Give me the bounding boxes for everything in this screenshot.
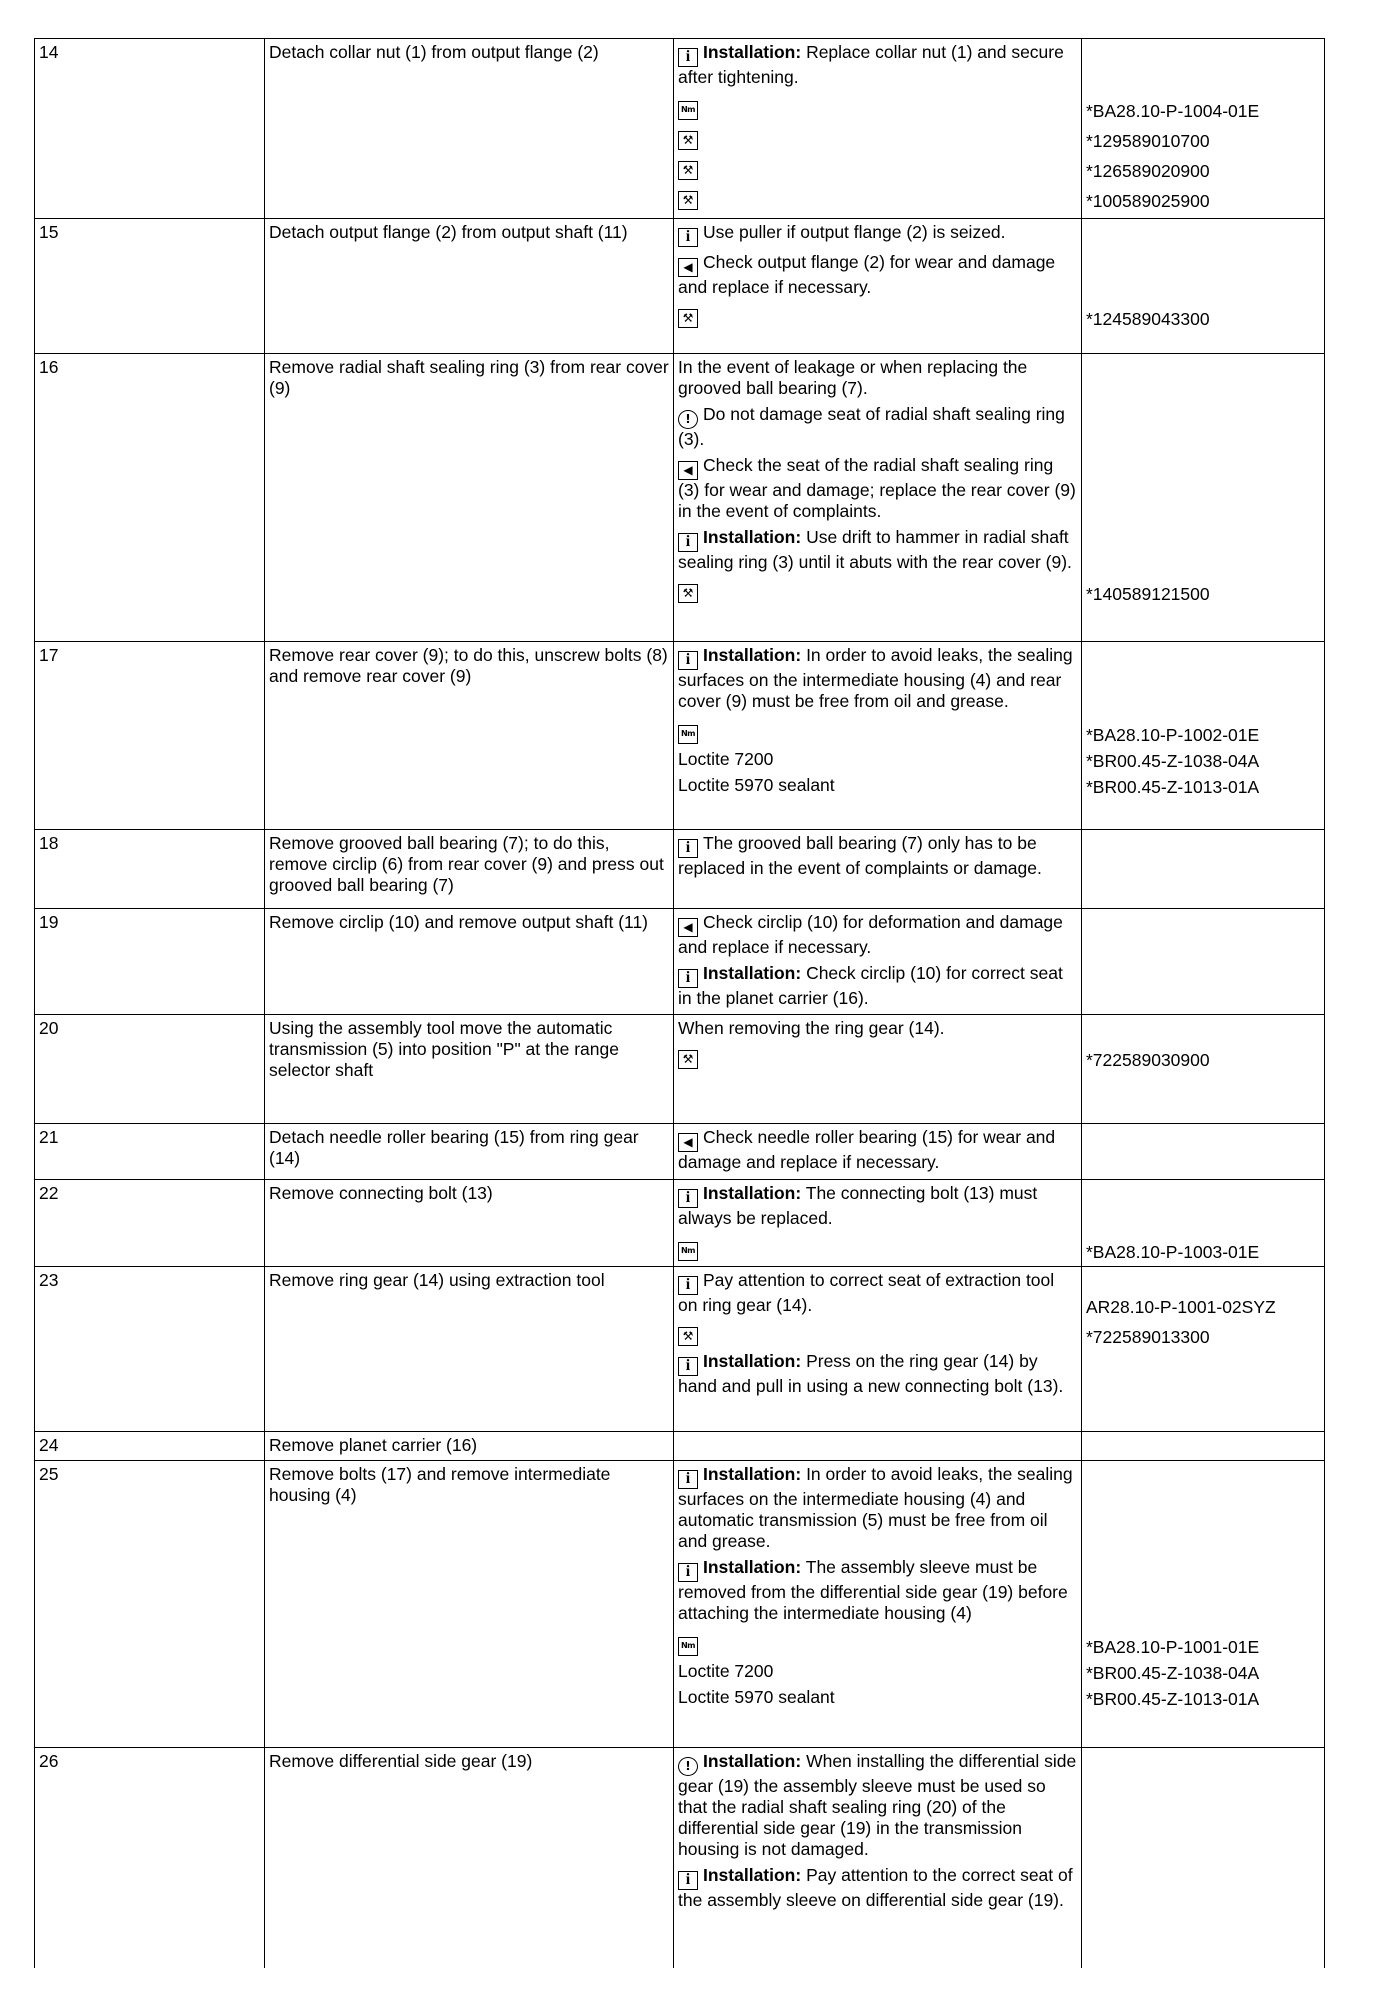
note-item [678,222,1077,247]
reference-code[interactable]: *124589043300 [1086,308,1210,329]
step-number: 18 [35,830,265,909]
step-number: 22 [35,1180,265,1267]
step-notes [674,830,1082,909]
note-label: Installation: [703,1865,802,1885]
note-text: When installing the differential side gear (19) the assembly sleeve must be used so that the radial shaft sealing ring (20) of the differential side gear (19) in the transmission housing is not damaged. [678,1751,1077,1859]
torque-icon: Nm [678,101,698,120]
note-text: In order to avoid leaks, the sealing surfaces on the intermediate housing (4) and automatic transmission (5) must be free from oil and grease. [678,1464,1073,1551]
note-item [678,1865,1077,1911]
step-references [1082,1748,1325,1968]
note-item [678,527,1077,573]
step-notes [674,1432,1082,1461]
note-label: Installation: [703,1351,802,1371]
torque-icon: Nm [678,1242,698,1261]
note-item [678,1018,1077,1039]
note-text: Replace collar nut (1) and secure after tightening. [678,42,1064,87]
info-icon: i [678,48,698,67]
note-text: Check output flange (2) for wear and damage and replace if necessary. [678,252,1056,297]
note-text: When removing the ring gear (14). [678,1018,945,1038]
note-text: Press on the ring gear (14) by hand and pull in using a new connecting bolt (13). [678,1351,1064,1396]
table-row [35,354,1325,642]
note-text: Do not damage seat of radial shaft sealing ring (3). [678,404,1065,449]
note-text: Loctite 5970 sealant [678,775,835,795]
note-label: Installation: [703,645,802,665]
table-row [35,1124,1325,1180]
note-item [678,303,1077,328]
note-text: Pay attention to the correct seat of the assembly sleeve on differential side gear (19). [678,1865,1073,1910]
note-item [678,775,1077,796]
caution-icon: ! [678,410,698,429]
info-icon: i [678,228,698,247]
step-notes [674,219,1082,354]
note-text: Loctite 7200 [678,749,774,769]
reference-code[interactable]: *129589010700 [1086,130,1210,151]
note-item [678,125,1077,150]
special-tool-icon: ⚒ [678,1327,698,1346]
note-text: Check needle roller bearing (15) for wear and damage and replace if necessary. [678,1127,1056,1172]
note-item [678,1687,1077,1708]
reference-code[interactable]: *BA28.10-P-1003-01E [1086,1241,1260,1262]
note-item [678,645,1077,712]
step-action: Remove ring gear (14) using extraction tool [265,1267,674,1432]
table-row [35,219,1325,354]
note-item [678,1661,1077,1682]
step-references [1082,642,1325,830]
note-label: Installation: [703,42,802,62]
note-item [678,1351,1077,1397]
reference-code[interactable]: *BR00.45-Z-1013-01A [1086,1688,1260,1709]
step-references [1082,1267,1325,1432]
step-notes [674,1461,1082,1748]
step-action: Remove radial shaft sealing ring (3) from rear cover (9) [265,354,674,642]
info-icon: i [678,1357,698,1376]
step-notes [674,909,1082,1015]
step-action: Remove grooved ball bearing (7); to do this, remove circlip (6) from rear cover (9) and press out grooved ball bearing (7) [265,830,674,909]
table-row [35,909,1325,1015]
check-icon: ◀ [678,1133,698,1152]
special-tool-icon: ⚒ [678,584,698,603]
note-label: Installation: [703,1464,802,1484]
info-icon: i [678,1563,698,1582]
step-action: Detach collar nut (1) from output flange (2) [265,39,674,219]
step-number: 16 [35,354,265,642]
table-row [35,1180,1325,1267]
note-item [678,357,1077,399]
info-icon: i [678,839,698,858]
reference-code[interactable]: *BA28.10-P-1002-01E [1086,724,1260,745]
note-label: Installation: [703,527,802,547]
note-item [678,42,1077,88]
reference-code[interactable]: *140589121500 [1086,583,1210,604]
note-text: Pay attention to correct seat of extraction tool on ring gear (14). [678,1270,1055,1315]
reference-code[interactable]: *100589025900 [1086,190,1210,211]
note-item [678,1044,1077,1069]
note-text: Check circlip (10) for correct seat in the planet carrier (16). [678,963,1063,1008]
note-text: The assembly sleeve must be removed from the differential side gear (19) before attaching the intermediate housing (4) [678,1557,1068,1623]
step-notes [674,1748,1082,1968]
special-tool-icon: ⚒ [678,1050,698,1069]
info-icon: i [678,533,698,552]
check-icon: ◀ [678,258,698,277]
step-references [1082,1015,1325,1124]
note-item [678,155,1077,180]
note-label: Installation: [703,963,802,983]
info-icon: i [678,1871,698,1890]
note-item [678,912,1077,958]
special-tool-icon: ⚒ [678,191,698,210]
step-notes [674,1180,1082,1267]
procedure-table [34,38,1325,1968]
step-references [1082,39,1325,219]
step-action: Remove planet carrier (16) [265,1432,674,1461]
note-text: Use puller if output flange (2) is seized. [703,222,1006,242]
step-number: 14 [35,39,265,219]
table-row [35,642,1325,830]
note-text: The connecting bolt (13) must always be replaced. [678,1183,1038,1228]
table-row [35,1748,1325,1968]
note-item [678,252,1077,298]
step-number: 26 [35,1748,265,1968]
reference-code[interactable]: *126589020900 [1086,160,1210,181]
note-label: Installation: [703,1557,802,1577]
step-number: 24 [35,1432,265,1461]
info-icon: i [678,1276,698,1295]
note-item [678,1464,1077,1552]
table-row [35,1015,1325,1124]
step-notes [674,1267,1082,1432]
note-text: Loctite 5970 sealant [678,1687,835,1707]
table-row [35,1267,1325,1432]
reference-code[interactable]: *BR00.45-Z-1038-04A [1086,1662,1260,1683]
check-icon: ◀ [678,461,698,480]
note-text: Use drift to hammer in radial shaft sealing ring (3) until it abuts with the rear cover (9). [678,527,1072,572]
table-row [35,1432,1325,1461]
step-notes [674,354,1082,642]
step-references [1082,354,1325,642]
step-number: 19 [35,909,265,1015]
reference-code[interactable]: *BA28.10-P-1001-01E [1086,1636,1260,1657]
step-action: Remove circlip (10) and remove output shaft (11) [265,909,674,1015]
note-text: Check the seat of the radial shaft sealing ring (3) for wear and damage; replace the rear cover (9) in the event of complaints. [678,455,1076,521]
note-item [678,1127,1077,1173]
torque-icon: Nm [678,1637,698,1656]
note-item [678,717,1077,744]
step-action: Detach needle roller bearing (15) from ring gear (14) [265,1124,674,1180]
note-item [678,1321,1077,1346]
step-references [1082,830,1325,909]
step-notes [674,642,1082,830]
note-item [678,749,1077,770]
procedure-document [34,38,1324,1968]
note-item [678,963,1077,1009]
table-row [35,830,1325,909]
info-icon: i [678,1189,698,1208]
note-item [678,93,1077,120]
info-icon: i [678,651,698,670]
reference-code[interactable]: *722589030900 [1086,1049,1210,1070]
reference-code[interactable]: AR28.10-P-1001-02SYZ [1086,1296,1276,1317]
step-notes [674,1124,1082,1180]
note-text: Loctite 7200 [678,1661,774,1681]
check-icon: ◀ [678,918,698,937]
reference-code[interactable]: *722589013300 [1086,1326,1210,1347]
note-item [678,578,1077,603]
note-text: In the event of leakage or when replacing the grooved ball bearing (7). [678,357,1028,398]
note-item [678,1751,1077,1860]
step-references [1082,1180,1325,1267]
step-references [1082,1461,1325,1748]
note-label: Installation: [703,1751,802,1771]
note-item [678,833,1077,879]
note-text: The grooved ball bearing (7) only has to be replaced in the event of complaints or damage. [678,833,1042,878]
step-references [1082,1432,1325,1461]
note-item [678,185,1077,210]
step-notes [674,39,1082,219]
note-item [678,1270,1077,1316]
info-icon: i [678,1470,698,1489]
step-notes [674,1015,1082,1124]
note-item [678,404,1077,450]
step-action: Remove connecting bolt (13) [265,1180,674,1267]
step-number: 17 [35,642,265,830]
step-action: Detach output flange (2) from output shaft (11) [265,219,674,354]
step-action: Remove bolts (17) and remove intermediate housing (4) [265,1461,674,1748]
step-action: Remove rear cover (9); to do this, unscrew bolts (8) and remove rear cover (9) [265,642,674,830]
step-number: 20 [35,1015,265,1124]
step-number: 15 [35,219,265,354]
step-number: 23 [35,1267,265,1432]
special-tool-icon: ⚒ [678,131,698,150]
info-icon: i [678,969,698,988]
step-references [1082,219,1325,354]
table-row [35,39,1325,219]
note-item [678,1234,1077,1261]
note-text: Check circlip (10) for deformation and damage and replace if necessary. [678,912,1063,957]
step-number: 25 [35,1461,265,1748]
torque-icon: Nm [678,725,698,744]
step-references [1082,909,1325,1015]
special-tool-icon: ⚒ [678,161,698,180]
note-item [678,455,1077,522]
note-item [678,1183,1077,1229]
note-text: In order to avoid leaks, the sealing surfaces on the intermediate housing (4) and rear cover (9) must be free from oil and grease. [678,645,1073,711]
caution-icon: ! [678,1757,698,1776]
reference-code[interactable]: *BA28.10-P-1004-01E [1086,100,1260,121]
step-action: Using the assembly tool move the automatic transmission (5) into position "P" at the range selector shaft [265,1015,674,1124]
note-item [678,1557,1077,1624]
step-references [1082,1124,1325,1180]
table-row [35,1461,1325,1748]
reference-code[interactable]: *BR00.45-Z-1013-01A [1086,776,1260,797]
step-action: Remove differential side gear (19) [265,1748,674,1968]
step-number: 21 [35,1124,265,1180]
special-tool-icon: ⚒ [678,309,698,328]
procedure-table-body [35,39,1325,1968]
note-label: Installation: [703,1183,802,1203]
note-item [678,1629,1077,1656]
reference-code[interactable]: *BR00.45-Z-1038-04A [1086,750,1260,771]
